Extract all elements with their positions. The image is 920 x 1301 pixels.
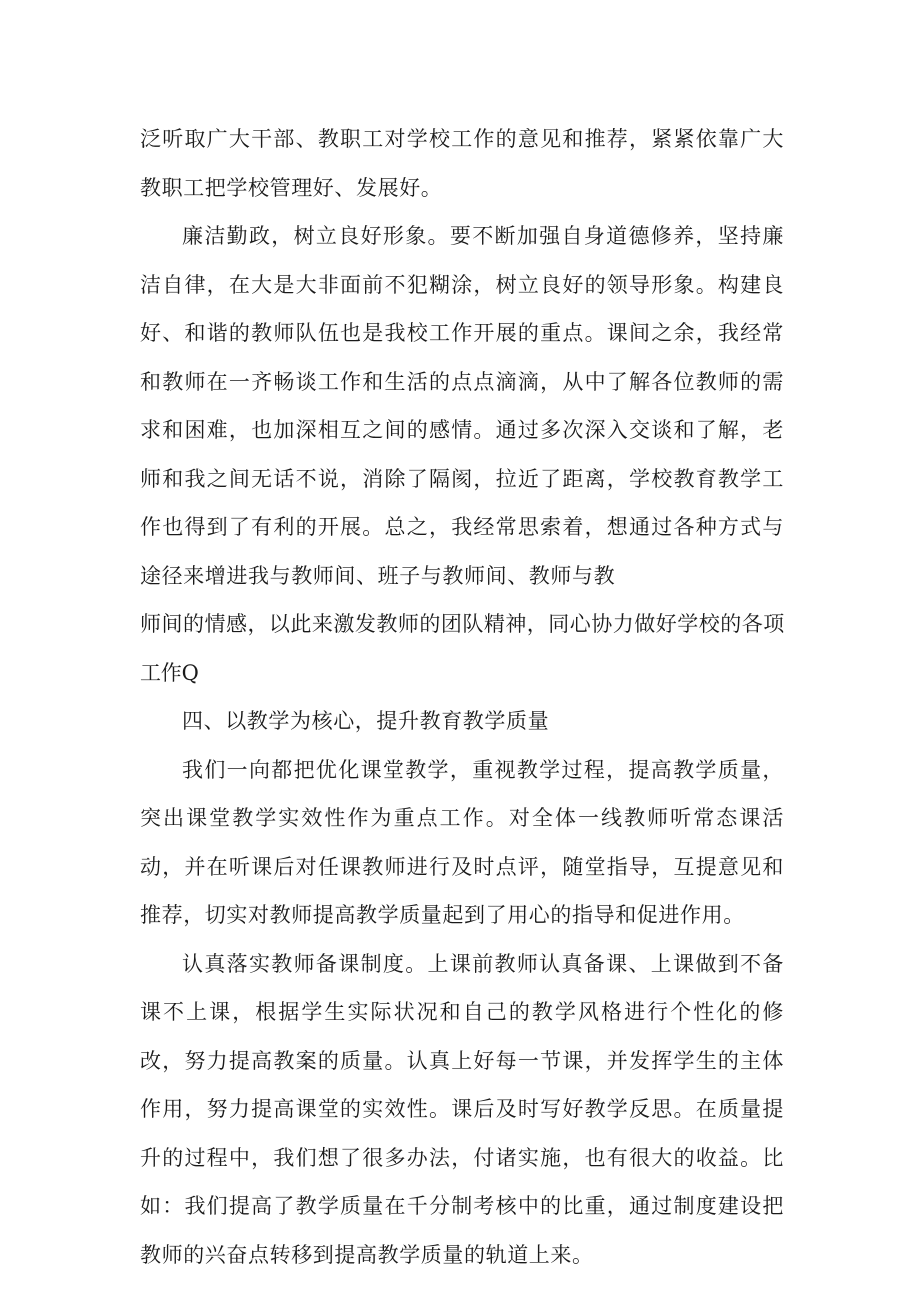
paragraph-integrity: 廉洁勤政，树立良好形象。要不断加强自身道德修养，坚持廉洁自律，在大是大非面前不犯糊涂，树立良好的领导形象。构建良好、和谐的教师队伍也是我校工作开展的重点。课间之余，我经常和教师在一齐畅谈工作和生活的点点滴滴，从中了解各位教师的需求和困难，也加深相互之间的感情。通过多次深入交谈和了解，老师和我之间无话不说，消除了隔阂，拉近了距离，学校教育教学工作也得到了有利的开展。总之，我经常思索着，想通过各种方式与途径来增进我与教师间、班子与教师间、教师与教 xyxy=(140,224,784,588)
paragraph-continuation: 泛听取广大干部、教职工对学校工作的意见和推荐，紧紧依靠广大教职工把学校管理好、发展好。 xyxy=(140,127,784,200)
paragraph-classroom-teaching: 我们一向都把优化课堂教学，重视教学过程，提高教学质量，突出课堂教学实效性作为重点工作。对全体一线教师听常态课活动，并在听课后对任课教师进行及时点评，随堂指导，互提意见和推荐，切实对教师提高教学质量起到了用心的指导和促进作用。 xyxy=(140,757,784,927)
paragraph-lesson-preparation: 认真落实教师备课制度。上课前教师认真备课、上课做到不备课不上课，根据学生实际状况和自己的教学风格进行个性化的修改，努力提高教案的质量。认真上好每一节课，并发挥学生的主体作用，努力提高课堂的实效性。课后及时写好教学反思。在质量提升的过程中，我们想了很多办法，付诸实施，也有很大的收益。比如：我们提高了教学质量在千分制考核中的比重，通过制度建设把教师的兴奋点转移到提高教学质量的轨道上来。 xyxy=(140,951,784,1267)
paragraph-integrity-end: 师间的情感，以此来激发教师的团队精神，同心协力做好学校的各项工作Q xyxy=(140,612,784,685)
section-heading: 四、以教学为核心，提升教育教学质量 xyxy=(182,709,550,733)
document-body xyxy=(140,115,784,1279)
